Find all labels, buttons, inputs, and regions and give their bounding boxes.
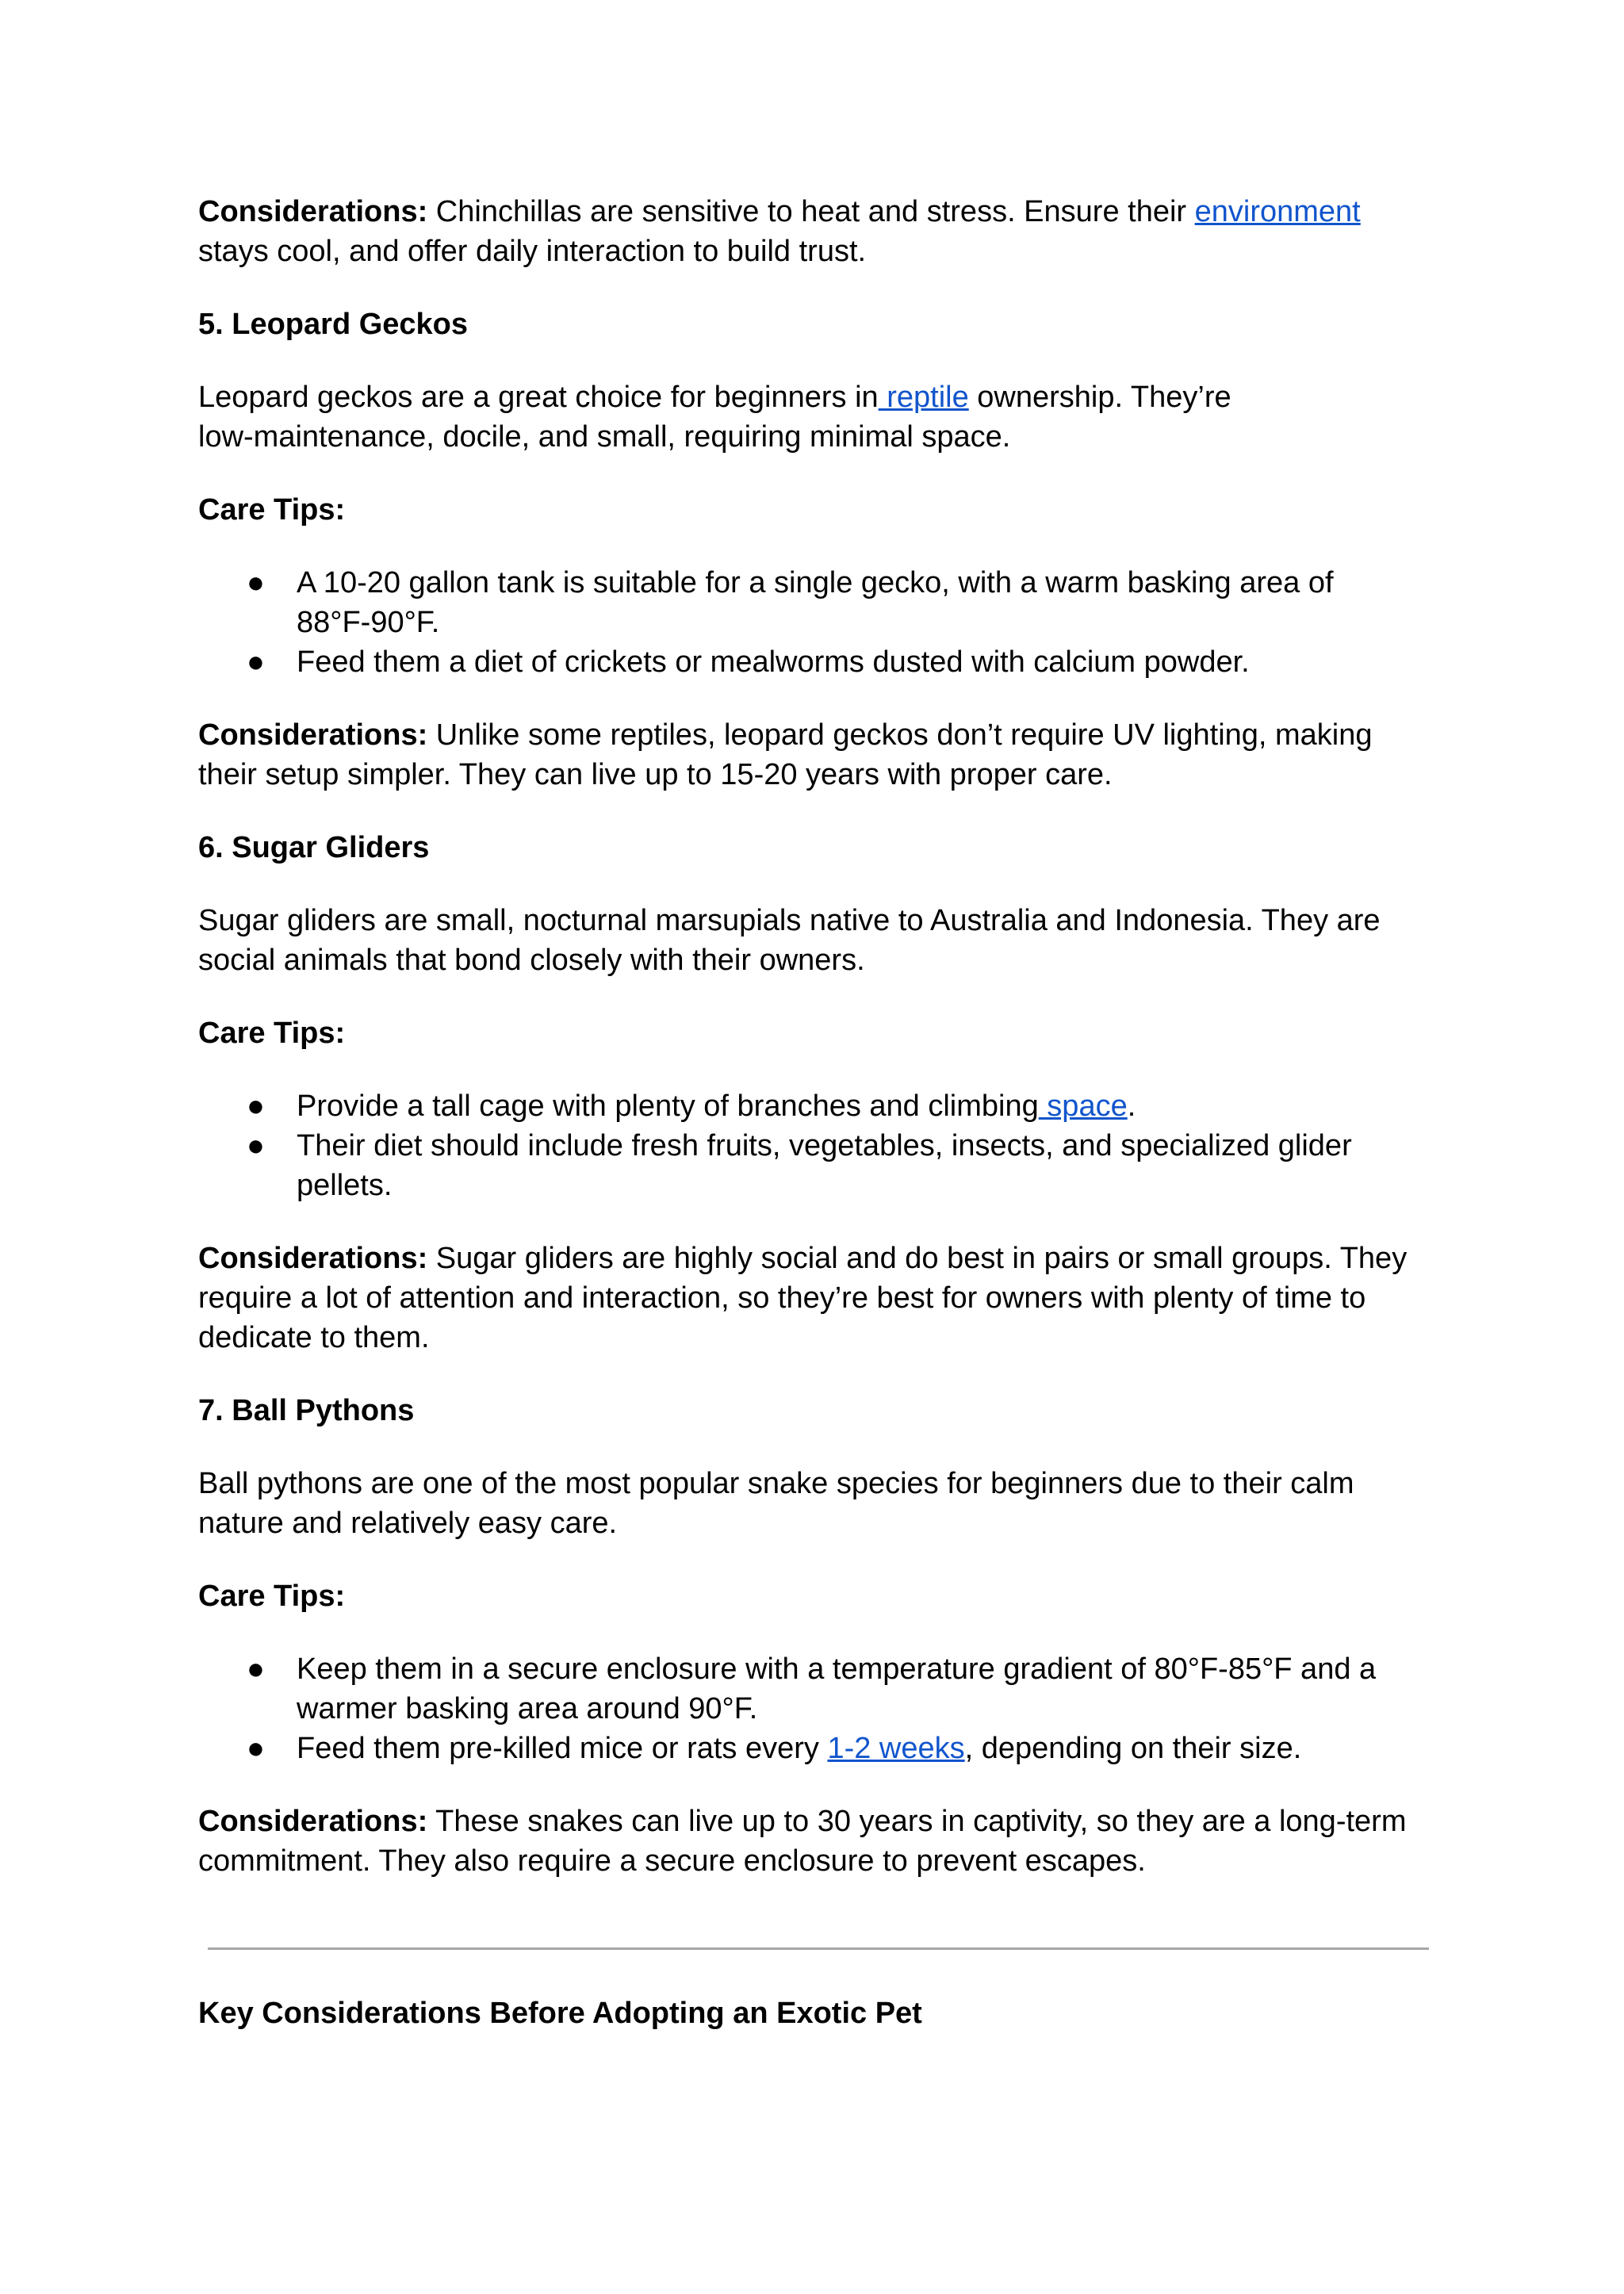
- section-heading-key-considerations: Key Considerations Before Adopting an Exotic Pet: [198, 1997, 922, 2030]
- python-intro-line1: Ball pythons are one of the most popular snake species for beginners due to their calm: [198, 1467, 1354, 1500]
- list-item-text: Feed them pre-killed mice or rats every: [297, 1732, 828, 1765]
- gliders-intro-line1: Sugar gliders are small, nocturnal marsupials native to Australia and Indonesia. They are: [198, 904, 1381, 937]
- list-item-text-post: , depending on their size.: [964, 1732, 1302, 1765]
- list-item: [198, 563, 1435, 642]
- considerations-label: Considerations:: [198, 1805, 428, 1838]
- gliders-intro-line2: social animals that bond closely with their owners.: [198, 944, 865, 977]
- gliders-considerations: [198, 1239, 1435, 1358]
- list-item: [198, 1086, 1435, 1126]
- gecko-intro: [198, 377, 1435, 457]
- list-item-text-post: .: [1127, 1090, 1136, 1123]
- list-item: [198, 642, 1435, 682]
- list-item-text-line2: pellets.: [297, 1169, 393, 1202]
- gecko-intro-text: Leopard geckos are a great choice for beginners in: [198, 381, 879, 414]
- bullet-icon: ●: [247, 566, 265, 599]
- section-heading-ball-pythons: 7. Ball Pythons: [198, 1394, 415, 1427]
- considerations-label: Considerations:: [198, 718, 428, 752]
- list-item: [198, 1649, 1435, 1729]
- considerations-label: Considerations:: [198, 195, 428, 228]
- considerations-text-line2: their setup simpler. They can live up to 15-20 years with proper care.: [198, 758, 1113, 791]
- python-intro: [198, 1464, 1435, 1543]
- list-item-text: Provide a tall cage with plenty of branches and climbing: [297, 1090, 1039, 1123]
- weeks-link[interactable]: 1-2 weeks: [827, 1732, 965, 1765]
- environment-link[interactable]: environment: [1194, 195, 1361, 228]
- care-tips-label: Care Tips:: [198, 1017, 346, 1050]
- horizontal-rule: [208, 1947, 1429, 1950]
- considerations-label: Considerations:: [198, 1242, 428, 1275]
- python-intro-line2: nature and relatively easy care.: [198, 1507, 618, 1540]
- section-heading-sugar-gliders: 6. Sugar Gliders: [198, 831, 430, 864]
- bullet-icon: ●: [247, 1090, 265, 1123]
- considerations-text: Chinchillas are sensitive to heat and stress. Ensure their: [427, 195, 1195, 228]
- care-tips-label: Care Tips:: [198, 493, 346, 527]
- considerations-text-line2: stays cool, and offer daily interaction to build trust.: [198, 235, 867, 268]
- care-tips-label: Care Tips:: [198, 1580, 346, 1613]
- chinchilla-considerations: [198, 192, 1435, 271]
- bullet-icon: ●: [247, 1129, 265, 1162]
- list-item-text: Keep them in a secure enclosure with a temperature gradient of 80°F-85°F and a: [297, 1653, 1377, 1686]
- gecko-intro-line2: low-maintenance, docile, and small, requiring minimal space.: [198, 420, 1011, 454]
- gecko-intro-text-post: ownership. They’re: [968, 381, 1231, 414]
- considerations-text: Unlike some reptiles, leopard geckos don’t require UV lighting, making: [427, 718, 1373, 752]
- gliders-intro: [198, 901, 1435, 980]
- bullet-icon: ●: [247, 1653, 265, 1686]
- list-item-text: A 10-20 gallon tank is suitable for a single gecko, with a warm basking area of: [297, 566, 1334, 599]
- list-item: [198, 1729, 1435, 1768]
- bullet-icon: ●: [247, 645, 265, 679]
- space-link[interactable]: space: [1038, 1090, 1128, 1123]
- gecko-care-list: [198, 563, 1435, 682]
- considerations-text-line2: commitment. They also require a secure enclosure to prevent escapes.: [198, 1844, 1146, 1878]
- list-item: [198, 1126, 1435, 1205]
- considerations-text: These snakes can live up to 30 years in captivity, so they are a long-term: [427, 1805, 1407, 1838]
- python-care-list: [198, 1649, 1435, 1768]
- bullet-icon: ●: [247, 1732, 265, 1765]
- list-item-text-line2: 88°F-90°F.: [297, 606, 440, 639]
- reptile-link[interactable]: reptile: [878, 381, 969, 414]
- list-item-text-line2: warmer basking area around 90°F.: [297, 1692, 758, 1725]
- considerations-text-line3: dedicate to them.: [198, 1321, 430, 1354]
- section-heading-leopard-geckos: 5. Leopard Geckos: [198, 308, 469, 341]
- considerations-text-line2: require a lot of attention and interaction, so they’re best for owners with plenty of time to: [198, 1281, 1366, 1315]
- gecko-considerations: [198, 715, 1435, 795]
- list-item-text: Feed them a diet of crickets or mealworms dusted with calcium powder.: [297, 645, 1250, 679]
- considerations-text: Sugar gliders are highly social and do best in pairs or small groups. They: [427, 1242, 1408, 1275]
- gliders-care-list: [198, 1086, 1435, 1205]
- python-considerations: [198, 1802, 1435, 1881]
- list-item-text: Their diet should include fresh fruits, vegetables, insects, and specialized glider: [297, 1129, 1352, 1162]
- document-body: [198, 192, 1435, 1914]
